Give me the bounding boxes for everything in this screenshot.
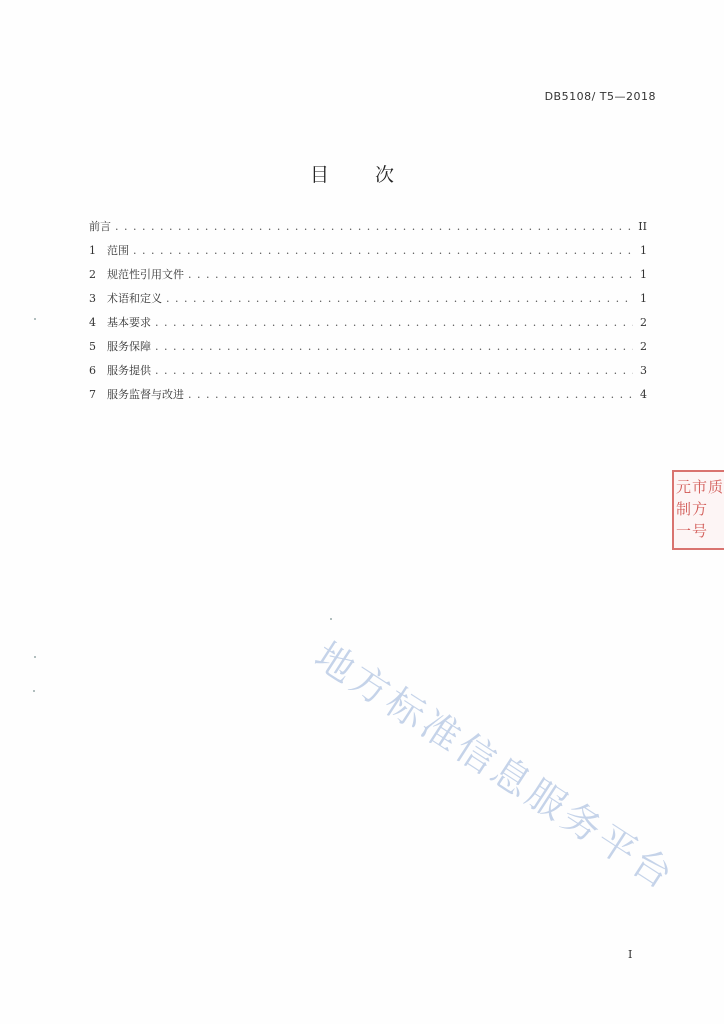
toc-entry-number: 7 <box>89 388 96 401</box>
toc-entry-page: II <box>638 220 647 233</box>
seal-text-line: 制方 <box>676 500 709 518</box>
toc-entry-basic-requirements[interactable] <box>89 314 647 338</box>
toc-entry-page: 1 <box>640 244 647 257</box>
toc-entry-scope[interactable] <box>89 242 647 266</box>
toc-leader-dots <box>188 388 633 401</box>
toc-entry-number: 1 <box>89 244 96 257</box>
toc-entry-terms-definitions[interactable] <box>89 290 647 314</box>
page-number: I <box>628 948 633 961</box>
toc-entry-supervision-improvement[interactable] <box>89 386 647 410</box>
seal-frame <box>672 470 724 550</box>
toc-entry-label: 服务监督与改进 <box>107 388 184 401</box>
toc-entry-page: 1 <box>640 268 647 281</box>
toc-entry-label: 基本要求 <box>107 316 151 329</box>
toc-leader-dots <box>155 316 633 329</box>
toc-entry-service-provision[interactable] <box>89 362 647 386</box>
scan-speck <box>33 690 35 692</box>
toc-entry-label: 范围 <box>107 244 129 257</box>
toc-entry-number: 6 <box>89 364 96 377</box>
toc-title: 目 次 <box>309 164 415 186</box>
toc-leader-dots <box>133 244 633 257</box>
toc-entry-page: 1 <box>640 292 647 305</box>
toc-entry-number: 3 <box>89 292 96 305</box>
toc-entry-label: 规范性引用文件 <box>107 268 184 281</box>
toc-entry-number: 4 <box>89 316 96 329</box>
toc-entry-label: 服务提供 <box>107 364 151 377</box>
toc-entry-label: 术语和定义 <box>107 292 162 305</box>
toc-leader-dots <box>115 220 633 233</box>
official-seal-stamp <box>669 468 724 554</box>
toc-leader-dots <box>155 364 633 377</box>
toc-entry-label: 前言 <box>89 220 111 233</box>
document-code: DB5108/ T5—2018 <box>544 90 656 103</box>
watermark-text: 地方标准信息服务平台 <box>307 633 684 900</box>
toc-entry-normative-references[interactable] <box>89 266 647 290</box>
toc-leader-dots <box>188 268 633 281</box>
toc-entry-number: 5 <box>89 340 96 353</box>
seal-text-line: 一号 <box>676 522 709 540</box>
scan-speck <box>330 618 332 620</box>
toc-entry-label: 服务保障 <box>107 340 151 353</box>
toc-entry-page: 3 <box>640 364 647 377</box>
table-of-contents <box>89 218 647 410</box>
toc-entry-number: 2 <box>89 268 96 281</box>
toc-entry-preface[interactable] <box>89 218 647 242</box>
toc-entry-service-support[interactable] <box>89 338 647 362</box>
toc-entry-page: 2 <box>640 340 647 353</box>
scan-speck <box>34 656 36 658</box>
toc-entry-page: 4 <box>640 388 647 401</box>
toc-leader-dots <box>166 292 633 305</box>
scan-speck <box>34 318 36 320</box>
toc-entry-page: 2 <box>640 316 647 329</box>
seal-text-line: 元市质 <box>676 478 724 496</box>
toc-leader-dots <box>155 340 633 353</box>
